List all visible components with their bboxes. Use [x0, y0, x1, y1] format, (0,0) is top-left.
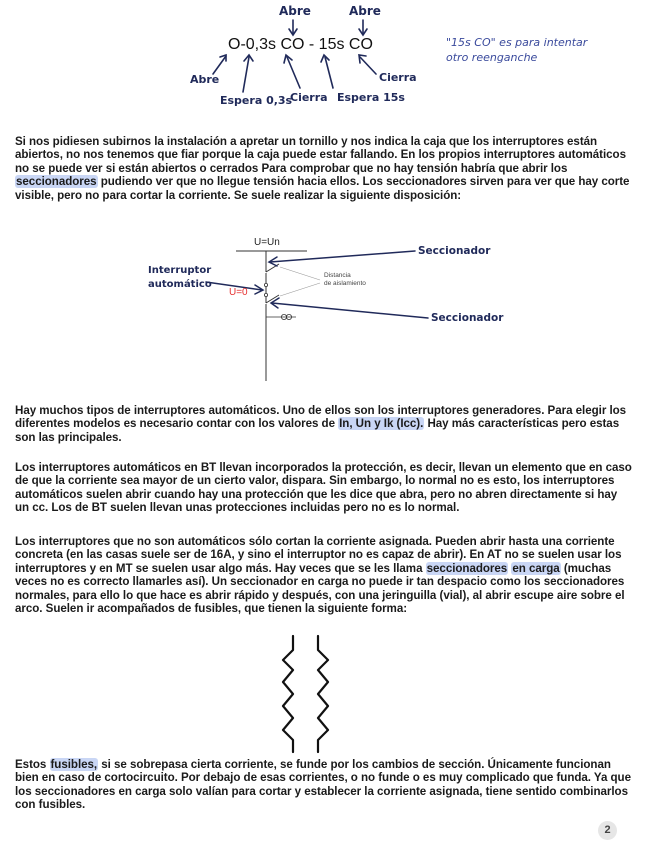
- breaker-label: [148, 264, 212, 292]
- p5-highlight: fusibles,: [50, 758, 98, 771]
- paragraph-3: Los interruptores automáticos en BT llevan incorporados la protección, es decir, llevan un elemento que en caso de que la corriente sea mayor de un cierto valor, dispara. Sin embargo, lo normal no es esto, los interruptores automáticos suelen abrir cuando hay una protección que les dice que abra, pero no abren directamente si hay un cc. Los de BT suelen llevan unas protecciones incluidas pero no es lo normal.: [15, 461, 632, 515]
- breaker-label-line-1: Interruptor: [148, 265, 212, 276]
- paragraph-1: [15, 135, 633, 202]
- p4-highlight-2: en carga: [512, 561, 560, 575]
- reclose-note: "15s CO" es para intentar otro reenganche: [446, 36, 588, 64]
- page-number: 2: [598, 821, 617, 840]
- zero-voltage-label: U=0: [229, 287, 248, 298]
- top-label-2: Abre: [349, 4, 381, 18]
- p4-after: (muchas veces no es correcto llamarles así). Un seccionador en carga no puede ir tan despacio como los seccionadores normales, para ello lo que hace es abrir rápido y después, con una jeringuilla (vial), al abrir escupe aire sobre el arco. Suelen ir acompañados de fusibles, que tienen la siguiente forma:: [15, 561, 625, 616]
- p1-after: pudiendo ver que no llegue tensión hacia ellos. Los seccionadores sirven para ver que hay corte visible, pero no para cortar la corriente. Se suele realizar la siguiente disposición:: [15, 175, 630, 202]
- voltage-label: U=Un: [254, 237, 280, 248]
- p2-highlight: In, Un y Ik (Icc).: [339, 417, 424, 431]
- disconnector-top-label: Seccionador: [418, 245, 491, 257]
- bottom-label-cierra-1: Cierra: [290, 91, 328, 104]
- bottom-label-espera-03: Espera 0,3s: [220, 94, 293, 107]
- p4-highlight-1: seccionadores: [426, 561, 508, 575]
- breaker-label-line-2: automático: [148, 279, 212, 290]
- bottom-label-abre: Abre: [190, 73, 220, 86]
- p2-before: Hay muchos tipos de interruptores automáticos. Uno de ellos son los interruptores generadores. Para elegir los diferentes modelos es necesario contar con los valores de: [15, 404, 627, 431]
- paragraph-4: [15, 535, 633, 615]
- p2-after: Hay más características pero estas son las principales.: [15, 417, 620, 444]
- bottom-label-cierra-2: Cierra: [379, 71, 417, 84]
- p4-before: Los interruptores que no son automáticos sólo cortan la corriente asignada. Pueden abrir hasta una corriente concreta (en las casas suele ser de 16A, y sino el interruptor no es capaz de abrir). En AT no se suelen usar los interruptores y en MT se suelen usar algo más. Hay veces que se les llama: [15, 535, 622, 575]
- p1-before: Si nos pidiesen subirnos la instalación a apretar un tornillo y nos indica la caja que los interruptores están abiertos, no nos tenemos que fiar porque la caja puede estar fallando. En los propios interruptores automáticos no se puede ver si están abiertos o cerrados Para comprobar que no hay tensión habría que abrir los: [15, 135, 626, 175]
- disconnector-bottom-label: Seccionador: [431, 312, 504, 324]
- bottom-label-espera-15: Espera 15s: [337, 91, 405, 104]
- p1-highlight: seccionadores: [16, 175, 97, 189]
- distance-label-line-1: Distancia: [324, 272, 351, 279]
- formula-sequence: O-0,3s CO - 15s CO: [228, 36, 373, 53]
- distance-label-line-2: de aislamiento: [324, 280, 366, 287]
- top-label-1: Abre: [279, 4, 311, 18]
- paragraph-2: [15, 404, 633, 444]
- p5-before: Estos: [15, 758, 50, 771]
- distance-label: [324, 272, 366, 288]
- p5-after: si se sobrepasa cierta corriente, se funde por los cambios de sección. Únicamente funcionan bien en caso de cortocircuito. Por debajo de esas corrientes, o no funde o es muy complicado que funda. Ya que los seccionadores en carga solo valían para cortar y establecer la corriente asignada, tiene sentido combinarlos con fusibles.: [15, 758, 631, 812]
- paragraph-5: [15, 758, 633, 812]
